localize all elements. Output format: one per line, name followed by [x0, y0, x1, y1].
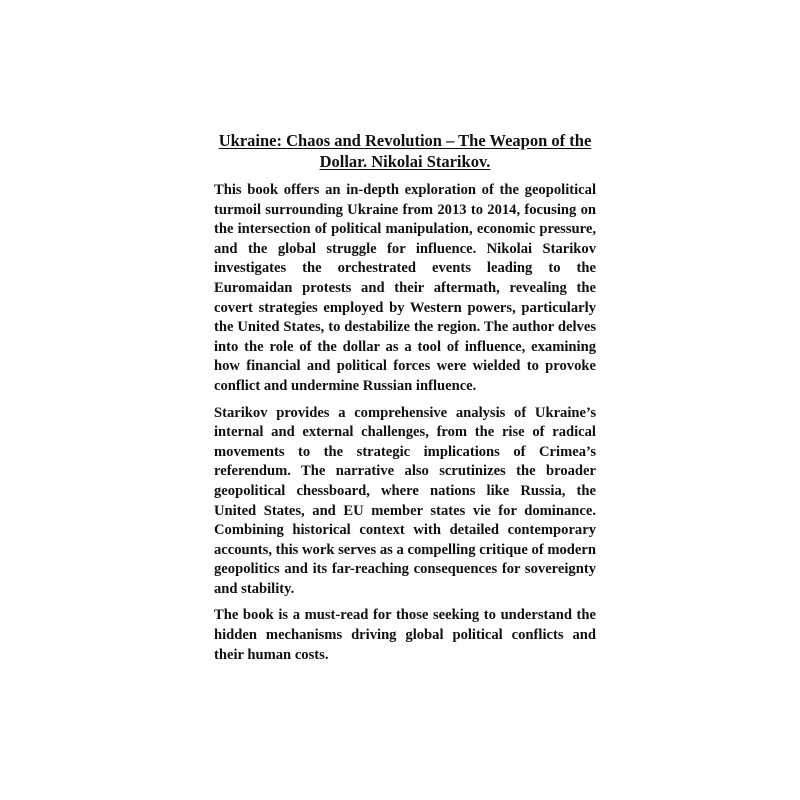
paragraph-analysis: Starikov provides a comprehensive analysis of Ukraine’s internal and external challenges, from the rise of radical movements to the strategic implications of Crimea’s referendum. The narrative also scrutinizes the broader geopolitical chessboard, where nations like Russia, the United States, and EU member states vie for dominance. Combining historical context with detailed contemporary accounts, this work serves as a compelling critique of modern geopolitics and its far-reaching consequences for sovereignty and stability.	[214, 404, 596, 597]
paragraph-conclusion: The book is a must-read for those seeking to understand the hidden mechanisms driving global political conflicts and their human costs.	[214, 607, 596, 663]
document-title: Ukraine: Chaos and Revolution – The Weapon of the Dollar. Nikolai Starikov.	[218, 131, 592, 171]
document-page	[214, 130, 596, 672]
paragraph-intro: This book offers an in-depth exploration of the geopolitical turmoil surrounding Ukraine from 2013 to 2014, focusing on the intersection of political manipulation, economic pressure, and the global struggle for influence. Nikolai Starikov investigates the orchestrated events leading to the Euromaidan protests and their aftermath, revealing the covert strategies employed by Western powers, particularly the United States, to destabilize the region. The author delves into the role of the dollar as a tool of influence, examining how financial and political forces were wielded to provoke conflict and undermine Russian influence.	[214, 182, 596, 394]
